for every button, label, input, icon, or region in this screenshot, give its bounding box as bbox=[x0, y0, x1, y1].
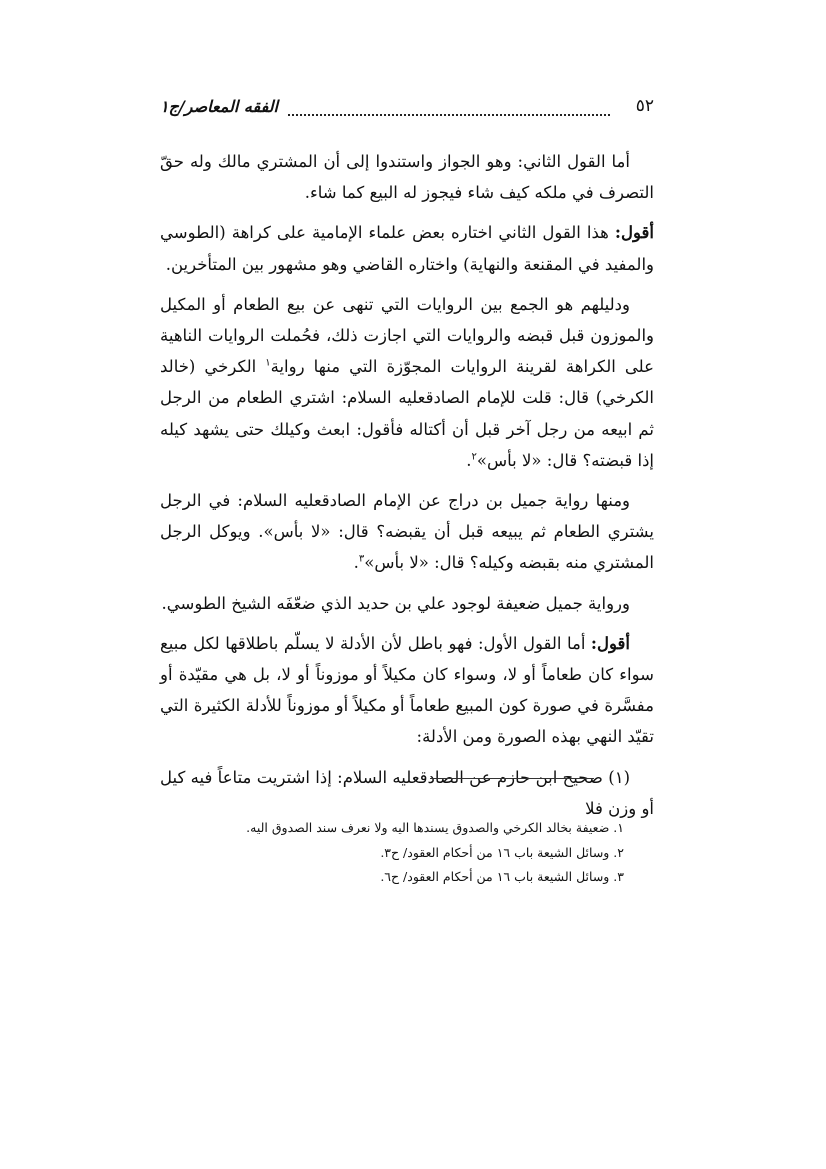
footnote: ٢. وسائل الشيعة باب ١٦ من أحكام العقود/ ح٣. bbox=[380, 844, 624, 860]
paragraph-end: . bbox=[353, 553, 359, 573]
footnote-marker[interactable]: ١ bbox=[265, 357, 271, 369]
paragraph-text: هذا القول الثاني اختاره بعض علماء الإمامية على كراهة (الطوسي والمفيد في المقنعة والنهاية) واختاره القاضي وهو مشهور بين المتأخرين. bbox=[160, 223, 654, 274]
paragraph-lead: أقول: bbox=[614, 223, 654, 243]
page-number: ٥٢ bbox=[635, 96, 654, 116]
body-text bbox=[160, 146, 654, 833]
running-title: الفقه المعاصر/ج١ bbox=[160, 97, 278, 116]
paragraph-lead: أقول: bbox=[590, 633, 630, 653]
header-dotted-leader bbox=[288, 114, 610, 116]
page-header bbox=[160, 94, 654, 124]
footnotes bbox=[160, 816, 654, 890]
paragraph-end: . bbox=[466, 450, 472, 470]
paragraph-text: الكرخي (خالد الكرخي) قال: قلت للإمام الصادقعليه السلام: اشتري الطعام من الرجل ثم ابيعه من رجل آخر قبل أن أكتاله فأقول: ابعث وكيلك حتى يشهد كيله إذا قبضته؟ قال: «لا بأس» bbox=[160, 357, 654, 470]
paragraph bbox=[160, 588, 654, 619]
footnote-separator bbox=[430, 778, 594, 779]
paragraph-text: أما القول الثاني: وهو الجواز واستندوا إلى أن المشتري مالك وله حقّ التصرف في ملكه كيف شاء فيجوز له البيع كما شاء. bbox=[160, 152, 654, 203]
paragraph bbox=[160, 762, 654, 824]
paragraph bbox=[160, 146, 654, 208]
paragraph bbox=[160, 289, 654, 476]
footnote: ١. ضعيفة بخالد الكرخي والصدوق يسندها اليه ولا نعرف سند الصدوق اليه. bbox=[246, 820, 624, 835]
paragraph-text: ودليلهم هو الجمع بين الروايات التي تنهى عن بيع الطعام أو المكيل والموزون قبل قبضه والروايات التي اجازت ذلك، فحُملت الروايات الناهية على الكراهة لقرينة الروايات المجوّزة التي منها رواية bbox=[160, 294, 654, 377]
paragraph-text: أما القول الأول: فهو باطل لأن الأدلة لا يسلّم باطلاقها لكل مبيع سواء كان طعاماً أو لا، وسواء كان مكيلاً أو موزوناً أو لا، بل هي مقيّدة أو مفسَّرة في صورة كون المبيع طعاماً أو مكيلاً أو موزوناً للأدلة الكثيرة التي تقيّد النهي بهذه الصورة ومن الأدلة: bbox=[160, 633, 654, 747]
footnote-marker[interactable]: ٣ bbox=[358, 553, 365, 565]
paragraph-text: ومنها رواية جميل بن دراج عن الإمام الصادقعليه السلام: في الرجل يشتري الطعام ثم يبيعه قبل أن يقبضه؟ قال: «لا بأس». ويوكل الرجل المشتري منه بقبضه وكيله؟ قال: «لا بأس» bbox=[160, 491, 654, 573]
footnote-marker[interactable]: ٢ bbox=[471, 451, 477, 463]
paragraph bbox=[160, 217, 654, 279]
paragraph-text: ورواية جميل ضعيفة لوجود علي بن حديد الذي ضعّفَه الشيخ الطوسي. bbox=[161, 593, 630, 613]
paragraph-text: (١) صحيح ابن حازم عن الصادقعليه السلام: إذا اشتريت متاعاً فيه كيل أو وزن فلا bbox=[160, 767, 654, 818]
paragraph bbox=[160, 628, 654, 753]
footnote: ٣. وسائل الشيعة باب ١٦ من أحكام العقود/ ح٦. bbox=[380, 869, 624, 884]
paragraph bbox=[160, 485, 654, 579]
